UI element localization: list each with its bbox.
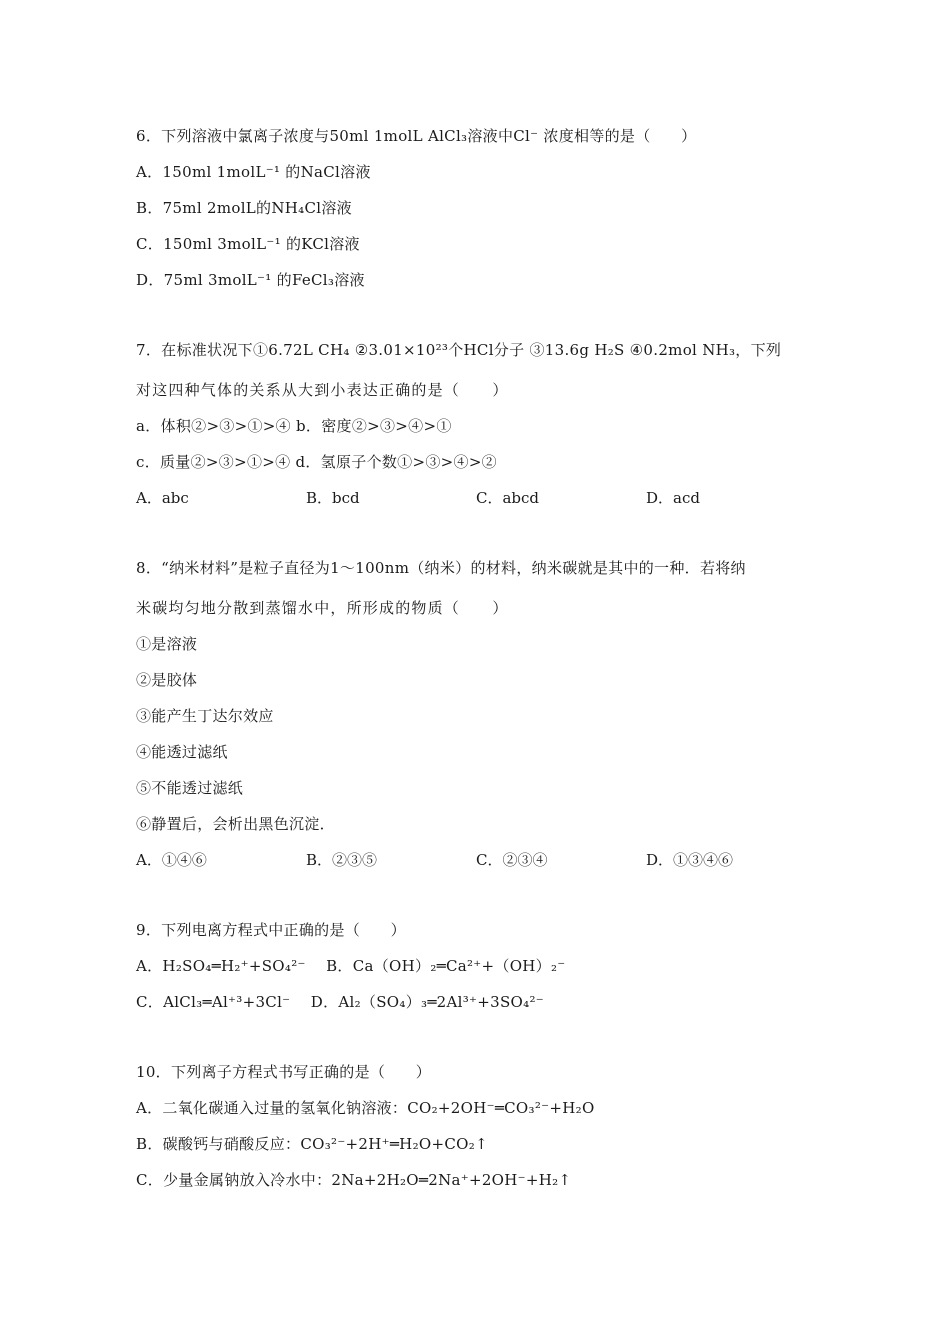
q8-item-4: ④能透过滤纸 <box>136 743 228 761</box>
q7-option-d: D．acd <box>646 489 700 507</box>
q8-item-5: ⑤不能透过滤纸 <box>136 779 244 797</box>
q7-statements-ab: a．体积②>③>①>④ b．密度②>③>④>① <box>136 417 452 435</box>
q6-stem: 6．下列溶液中氯离子浓度与50ml 1molL AlCl₃溶液中Cl⁻ 浓度相等的是（ ） <box>136 127 697 145</box>
q7-statements-cd: c．质量②>③>①>④ d．氢原子个数①>③>④>② <box>136 453 497 471</box>
q9-options-ab: A．H₂SO₄═H₂⁺+SO₄²⁻ B．Ca（OH）₂═Ca²⁺+（OH）₂⁻ <box>136 957 566 975</box>
q8-option-b: B．②③⑤ <box>306 851 378 869</box>
q6-option-a: A．150ml 1molL⁻¹ 的NaCl溶液 <box>136 163 371 181</box>
q6-option-b: B．75ml 2molL的NH₄Cl溶液 <box>136 199 352 217</box>
q8-item-6: ⑥静置后，会析出黑色沉淀． <box>136 815 335 833</box>
q10-option-c: C．少量金属钠放入冷水中：2Na+2H₂O═2Na⁺+2OH⁻+H₂↑ <box>136 1171 572 1189</box>
q9-stem: 9．下列电离方程式中正确的是（ ） <box>136 921 406 939</box>
q7-option-b: B．bcd <box>306 489 360 507</box>
q10-stem: 10．下列离子方程式书写正确的是（ ） <box>136 1063 432 1081</box>
q10-option-a: A．二氧化碳通入过量的氢氧化钠溶液：CO₂+2OH⁻═CO₃²⁻+H₂O <box>136 1099 595 1117</box>
q8-item-3: ③能产生丁达尔效应 <box>136 707 274 725</box>
q8-option-a: A．①④⑥ <box>136 851 207 869</box>
q6-option-c: C．150ml 3molL⁻¹ 的KCl溶液 <box>136 235 360 253</box>
q6-option-d: D．75ml 3molL⁻¹ 的FeCl₃溶液 <box>136 271 365 289</box>
q7-option-a: A．abc <box>136 489 189 507</box>
q8-item-1: ①是溶液 <box>136 635 198 653</box>
q8-item-2: ②是胶体 <box>136 671 198 689</box>
q7-stem-line1: 7．在标准状况下①6.72L CH₄ ②3.01×10²³个HCl分子 ③13.6g H₂S ④0.2mol NH₃，下列 <box>136 341 782 359</box>
q9-options-cd: C．AlCl₃═Al⁺³+3Cl⁻ D．Al₂（SO₄）₃═2Al³⁺+3SO₄²⁻ <box>136 993 544 1011</box>
q8-option-d: D．①③④⑥ <box>646 851 734 869</box>
q7-option-c: C．abcd <box>476 489 540 507</box>
q10-option-b: B．碳酸钙与硝酸反应：CO₃²⁻+2H⁺═H₂O+CO₂↑ <box>136 1135 488 1153</box>
q8-option-c: C．②③④ <box>476 851 548 869</box>
q8-stem-line1: 8．“纳米材料”是粒子直径为1～100nm（纳米）的材料，纳米碳就是其中的一种．若将纳 <box>136 559 746 577</box>
q7-stem-line2: 对这四种气体的关系从大到小表达正确的是（ ） <box>136 381 509 399</box>
q8-stem-line2: 米碳均匀地分散到蒸馏水中，所形成的物质（ ） <box>136 599 509 617</box>
